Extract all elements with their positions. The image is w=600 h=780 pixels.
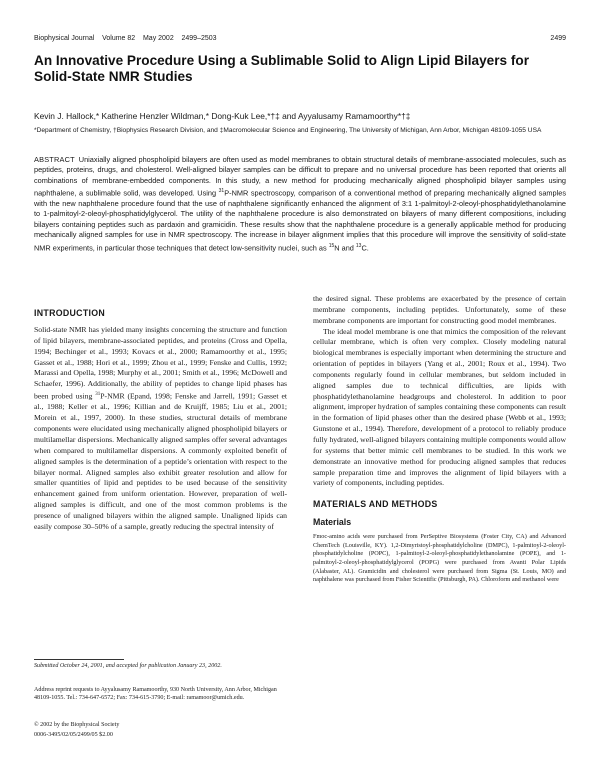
page-number: 2499 bbox=[550, 35, 566, 42]
footnote-divider bbox=[34, 659, 124, 660]
right-column bbox=[313, 294, 566, 585]
intro-text-b: P-NMR (Epand, 1998; Fenske and Jarrell, 1991; Gasset et al., 1988; Keller et al., 1996; Killian and de Kruijff, 1985; Liu et al., 2001; Morein et al., 1997, 2000). In these studies, structural details of membrane components were elucidated using mechanically aligned phospholipid bilayers or multilamellar dispersions. Mechanically aligned samples offer several advantages when compared to multilamellar dispersions. A commonly exploited benefit of aligned samples is the determination of a peptide’s orientation with respect to the bilayer normal. Aligned samples also exhibit greater resolution and allow for smaller quantities of lipid and peptides to be used because of the sensitivity enhancement gained from uniform orientation. However, preparation of well-aligned samples is difficult, and one of the most common problems is the presence of unaligned bilayers within the aligned sample. Unaligned lipids can easily compose 30–50% of a sample, greatly reducing the spectral intensity of bbox=[34, 391, 287, 531]
page-range: 2499–2503 bbox=[181, 35, 217, 42]
abstract-c13-sup: 13 bbox=[355, 242, 362, 249]
left-column bbox=[34, 308, 287, 533]
abstract-text-1: Uniaxially aligned phospholipid bilayers are often used as model membranes to obtain structural details of membrane-associated molecules, such as peptides, proteins, drugs, and cholesterol. Well-aligned bilayer samples can be difficult to prepare and no universal procedure has been reported that orients all combinations of membrane-embedded components. In this study, a new method for producing mechanically aligned phospholipid bilayer samples using naphthalene, a sublimable solid, was developed. Using bbox=[34, 155, 566, 198]
running-head-left bbox=[34, 35, 217, 42]
copyright-notice: © 2002 by the Biophysical Society bbox=[34, 722, 120, 728]
materials-paragraph: Fmoc-amino acids were purchased from PerSeptive Biosystems (Foster City, CA) and Advanced ChemTech (Louisville, KY). 1,2-Dimyristoyl-phosphatidylcholine (DMPC), 1-palmitoyl-2-oleoyl-phosphatidylcholine (POPC), 1-palmitoyl-2-oleoyl-phosphatidylethanolamine (POPE), and 1-palmitoyl-2-oleoyl-phosphatidylglycerol (POPG) were purchased from Avanti Polar Lipids (Alabaster, AL). Gramicidin and cholesterol were purchased from Sigma (St. Louis, MO) and naphthalene was purchased from Fisher Scientific (Pittsburgh, PA). Chloroform and methanol were bbox=[313, 533, 566, 584]
ideal-membrane-paragraph: The ideal model membrane is one that mimics the composition of the relevant cellular membrane, which is often very complex. Closely modeling natural biological membranes is especially important when determining the structure and orientation of peptides in bilayers (Yang et al., 2001; Roux et al., 1994). Two components regularly found in cellular membranes, but seldom included in aligned samples due to technical difficulties, are lipids with phosphatidylethanolamine headgroups and cholesterol. In addition to poor alignment, improper hydration of samples containing these components can result in the formation of lipid phases other than the desired phase (Webb et al., 1993; Gunstone et al., 1994). Therefore, development of a protocol to reliably produce fully hydrated, well-aligned bilayers containing multiple components would allow for systems that better mimic cell membranes to be studied. In this work we demonstrate an innovative method for producing aligned samples that reduces sample preparation time and improves the alignment of lipid bilayers with a variety of components, including peptides. bbox=[313, 326, 566, 488]
submission-footnote: Submitted October 24, 2001, and accepted for publication January 23, 2002. bbox=[34, 663, 222, 669]
intro-text-a: Solid-state NMR has yielded many insights concerning the structure and function of lipid bilayers, membrane-associated peptides, and proteins (Cross and Opella, 1994; Bechinger et al., 1993; Kovacs et al., 2000; Ramamoorthy et al., 1995; Gasset et al., 1988; Hori et al., 1999; Zhou et al., 1999; Fenske and Cullis, 1992; Marassi and Opella, 1998; Murphy et al., 2001; Smith et al., 1996; McDowell and Schaefer, 1996). Additionally, the ability of peptides to change lipid phases has been probed using bbox=[34, 325, 287, 401]
materials-subheading: Materials bbox=[313, 517, 352, 528]
abstract-p31-sup: 31 bbox=[218, 188, 225, 195]
methods-heading: MATERIALS AND METHODS bbox=[313, 499, 438, 510]
journal-name: Biophysical Journal bbox=[34, 35, 95, 42]
article-authors: Kevin J. Hallock,* Katherine Henzler Wildman,* Dong-Kuk Lee,*†‡ and Ayyalusamy Ramamoorthy*†‡ bbox=[34, 111, 411, 121]
abstract-label: ABSTRACT bbox=[34, 155, 75, 164]
article-code: 0006-3495/02/05/2499/05 $2.00 bbox=[34, 732, 113, 738]
abstract bbox=[34, 155, 566, 254]
introduction-heading: INTRODUCTION bbox=[34, 308, 106, 318]
abstract-text-3: N and bbox=[334, 243, 356, 253]
intro-p31-sup: 31 bbox=[95, 392, 101, 398]
journal-volume: Volume 82 bbox=[102, 35, 136, 42]
abstract-text-4: C. bbox=[361, 243, 369, 253]
intro-continued-paragraph: the desired signal. These problems are exacerbated by the presence of certain membrane components, including peptides. Unfortunately, some of these membrane components are important for constructing good model membranes. bbox=[313, 294, 566, 325]
abstract-n15-sup: 15 bbox=[328, 242, 335, 249]
introduction-paragraph bbox=[34, 325, 287, 533]
issue-date: May 2002 bbox=[142, 35, 174, 42]
reprint-address-footnote: Address reprint requests to Ayyalusamy Ramamoorthy, 930 North University, Ann Arbor, Michigan 48109-1055. Tel.: 734-647-6572; Fax: 734-615-3790; E-mail: ramamoor@umich.edu. bbox=[34, 687, 277, 702]
abstract-text-2: P-NMR spectroscopy, comparison of a conventional method of preparing mechanically aligned samples with the new naphthalene procedure found that the use of naphthalene significantly enhanced the alignment of 3:1 1-palmitoyl-2-oleoyl-phosphatidylethanolamine to 1-palmitoyl-2-oleoyl-phosphatidylglycerol. The utility of the naphthalene procedure is also demonstrated on bilayers of many different compositions, including bilayers containing peptides such as pardaxin and gramicidin. These results show that the naphthalene procedure is a generally applicable method for producing mechanically aligned samples for use in NMR spectroscopy. The increase in bilayer alignment implies that this procedure will improve the sensitivity of solid-state NMR experiments, in particular those techniques that detect low-sensitivity nuclei, such as bbox=[34, 188, 566, 253]
article-affiliations: *Department of Chemistry, †Biophysics Research Division, and ‡Macromolecular Science and Engineering, The University of Michigan, Ann Arbor, Michigan 48109-1055 USA bbox=[34, 127, 542, 134]
article-title: An Innovative Procedure Using a Sublimable Solid to Align Lipid Bilayers for Solid-State NMR Studies bbox=[34, 53, 529, 84]
